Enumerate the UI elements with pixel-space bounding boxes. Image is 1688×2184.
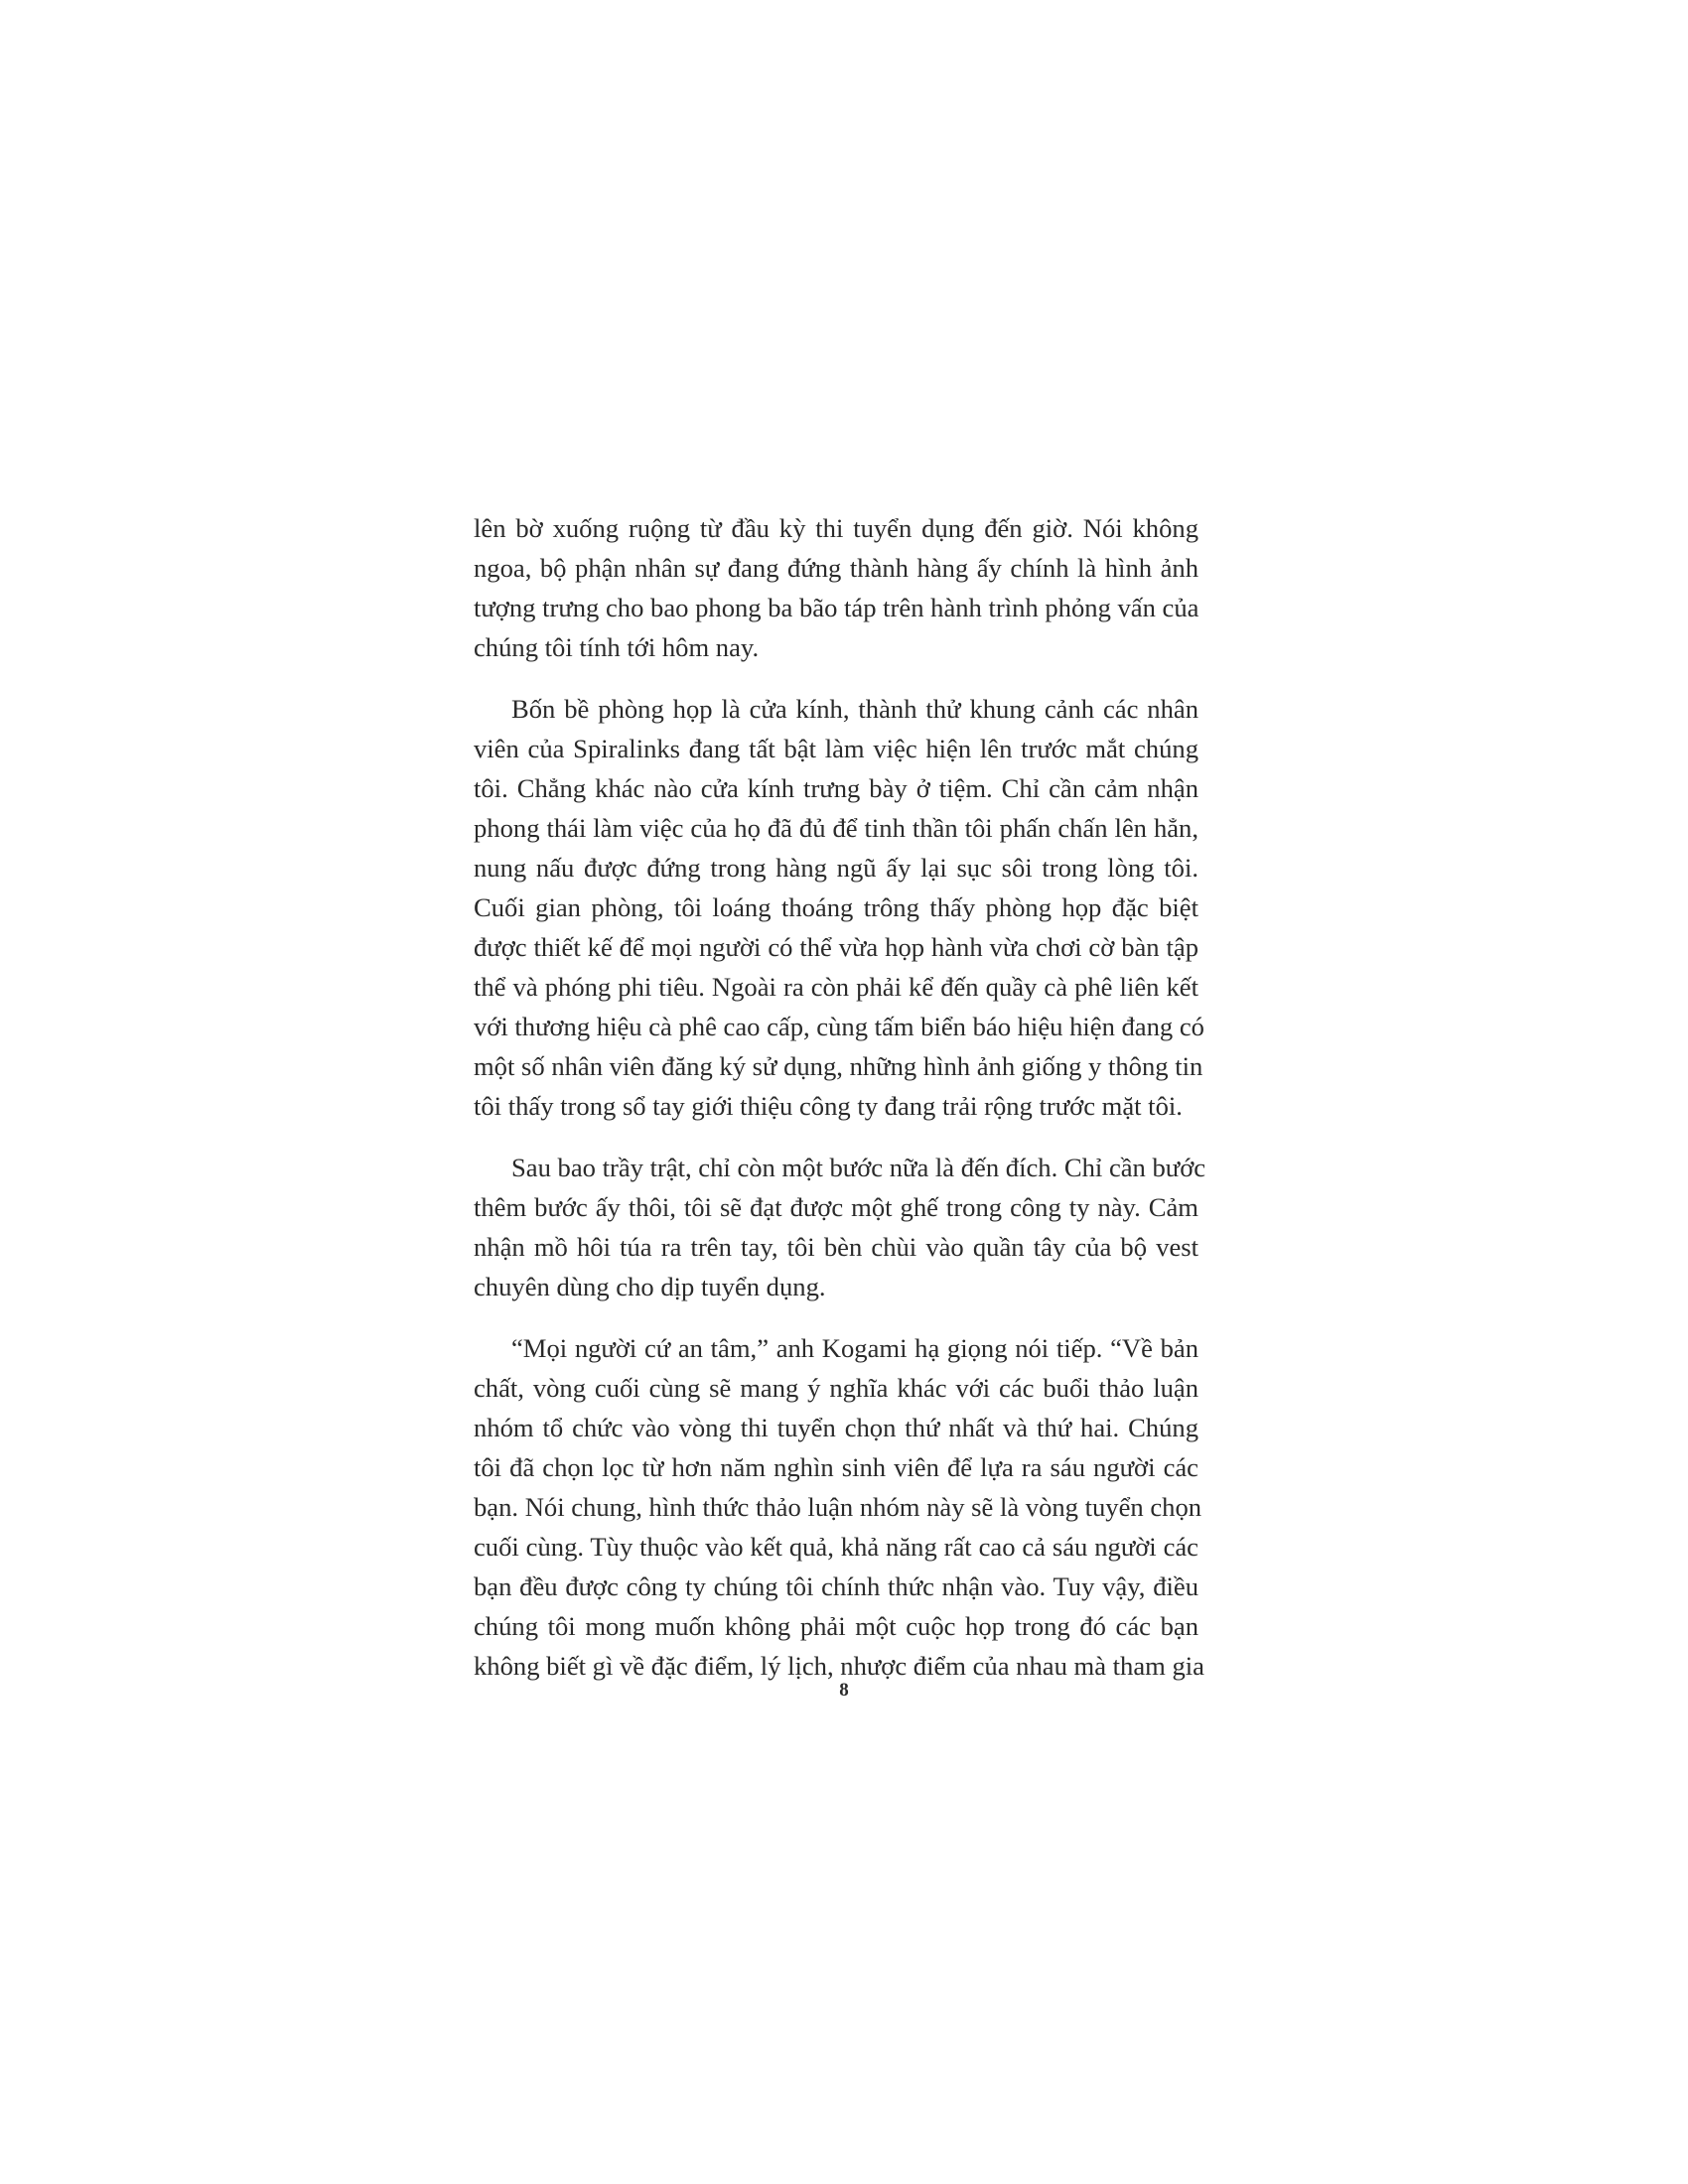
text-line: ngoa, bộ phận nhân sự đang đứng thành hàng ấy chính là hình ảnh bbox=[474, 553, 1198, 583]
paragraph bbox=[474, 1328, 1204, 1686]
text-line: nhóm tổ chức vào vòng thi tuyển chọn thứ nhất và thứ hai. Chúng bbox=[474, 1413, 1198, 1442]
text-line: tượng trưng cho bao phong ba bão táp trên hành trình phỏng vấn của bbox=[474, 593, 1199, 622]
page-number: 8 bbox=[839, 1680, 849, 1701]
text-line: bạn. Nói chung, hình thức thảo luận nhóm này sẽ là vòng tuyển chọn bbox=[474, 1492, 1202, 1522]
text-line: phong thái làm việc của họ đã đủ để tinh thần tôi phấn chấn lên hẳn, bbox=[474, 813, 1198, 843]
text-line: được thiết kế để mọi người có thể vừa họp hành vừa chơi cờ bàn tập bbox=[474, 932, 1198, 962]
text-line: thể và phóng phi tiêu. Ngoài ra còn phải kể đến quầy cà phê liên kết bbox=[474, 972, 1198, 1002]
text-line: bạn đều được công ty chúng tôi chính thức nhận vào. Tuy vậy, điều bbox=[474, 1571, 1198, 1601]
text-line: tôi thấy trong sổ tay giới thiệu công ty đang trải rộng trước mặt tôi. bbox=[474, 1091, 1183, 1121]
text-line: viên của Spiralinks đang tất bật làm việc hiện lên trước mắt chúng bbox=[474, 734, 1198, 763]
text-line: nhận mồ hôi túa ra trên tay, tôi bèn chùi vào quần tây của bộ vest bbox=[474, 1232, 1198, 1262]
text-line: cuối cùng. Tùy thuộc vào kết quả, khả năng rất cao cả sáu người các bbox=[474, 1532, 1198, 1562]
text-line: chuyên dùng cho dịp tuyển dụng. bbox=[474, 1272, 826, 1301]
text-line: tôi. Chẳng khác nào cửa kính trưng bày ở tiệm. Chỉ cần cảm nhận bbox=[474, 773, 1198, 803]
paragraph bbox=[474, 508, 1198, 667]
text-line: không biết gì về đặc điểm, lý lịch, nhược điểm của nhau mà tham gia bbox=[474, 1651, 1204, 1681]
text-line: chất, vòng cuối cùng sẽ mang ý nghĩa khác với các buổi thảo luận bbox=[474, 1373, 1198, 1403]
text-line: tôi đã chọn lọc từ hơn năm nghìn sinh viên để lựa ra sáu người các bbox=[474, 1452, 1198, 1482]
text-line: thêm bước ấy thôi, tôi sẽ đạt được một ghế trong công ty này. Cảm bbox=[474, 1192, 1198, 1222]
text-line: lên bờ xuống ruộng từ đầu kỳ thi tuyển dụng đến giờ. Nói không bbox=[474, 513, 1198, 543]
body-text bbox=[474, 508, 1206, 1707]
text-line: Sau bao trầy trật, chỉ còn một bước nữa là đến đích. Chỉ cần bước bbox=[511, 1153, 1206, 1182]
text-line: một số nhân viên đăng ký sử dụng, những hình ảnh giống y thông tin bbox=[474, 1051, 1203, 1081]
paragraph bbox=[474, 1148, 1206, 1306]
text-line: Bốn bề phòng họp là cửa kính, thành thử khung cảnh các nhân bbox=[511, 694, 1198, 724]
text-line: “Mọi người cứ an tâm,” anh Kogami hạ giọng nói tiếp. “Về bản bbox=[511, 1333, 1198, 1363]
text-line: nung nấu được đứng trong hàng ngũ ấy lại sục sôi trong lòng tôi. bbox=[474, 853, 1198, 883]
text-line: với thương hiệu cà phê cao cấp, cùng tấm biển báo hiệu hiện đang có bbox=[474, 1012, 1204, 1041]
text-line: chúng tôi tính tới hôm nay. bbox=[474, 632, 760, 662]
text-line: chúng tôi mong muốn không phải một cuộc họp trong đó các bạn bbox=[474, 1611, 1198, 1641]
text-line: Cuối gian phòng, tôi loáng thoáng trông thấy phòng họp đặc biệt bbox=[474, 892, 1198, 922]
paragraph bbox=[474, 689, 1204, 1126]
